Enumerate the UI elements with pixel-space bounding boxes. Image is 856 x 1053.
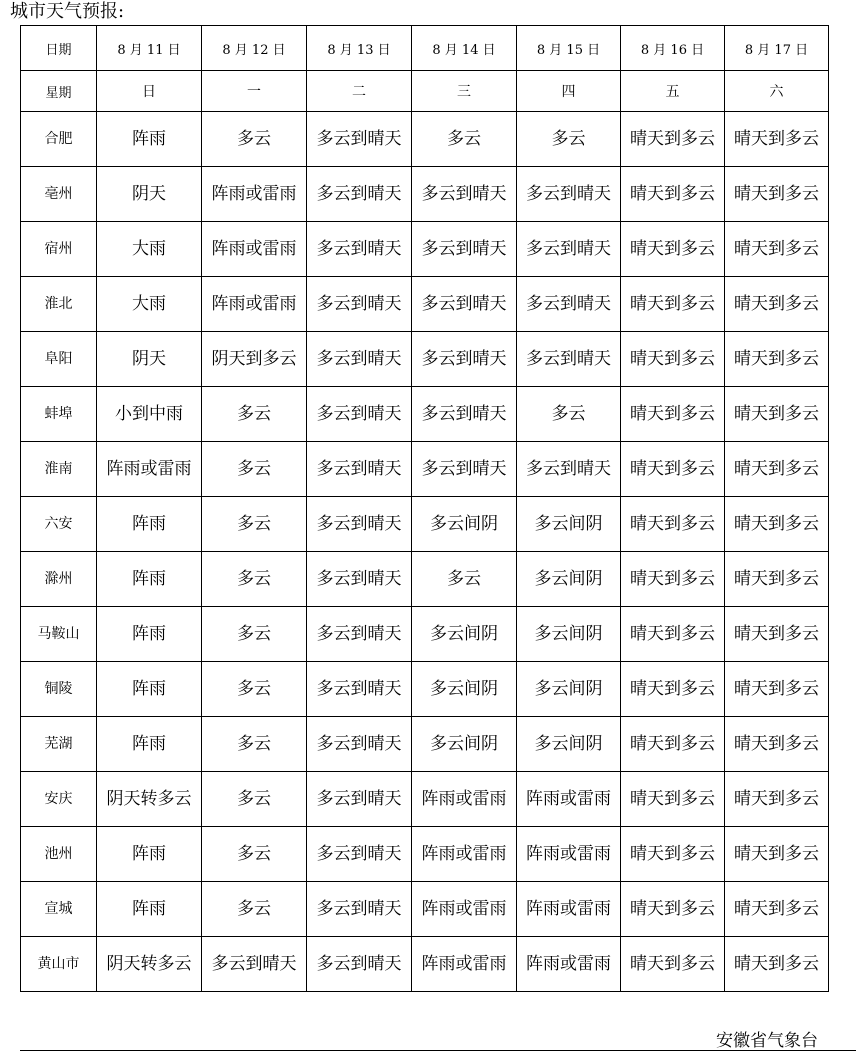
city-row: [21, 772, 829, 827]
date-header-cell: 8 月 14 日: [412, 26, 517, 71]
forecast-cell: 阵雨或雷雨: [202, 222, 307, 277]
weekday-cell: 六: [725, 71, 829, 112]
forecast-cell: 晴天到多云: [725, 607, 829, 662]
forecast-cell: 多云到晴天: [517, 277, 621, 332]
forecast-cell: 多云: [517, 112, 621, 167]
forecast-cell: 晴天到多云: [725, 937, 829, 992]
city-row: [21, 882, 829, 937]
forecast-cell: 晴天到多云: [621, 112, 725, 167]
weekday-cell: 一: [202, 71, 307, 112]
forecast-cell: 多云到晴天: [202, 937, 307, 992]
forecast-cell: 阵雨: [97, 882, 202, 937]
city-row: [21, 827, 829, 882]
forecast-cell: 阵雨: [97, 112, 202, 167]
forecast-cell: 晴天到多云: [725, 497, 829, 552]
forecast-cell: 多云到晴天: [307, 442, 412, 497]
forecast-cell: 多云间阴: [517, 552, 621, 607]
forecast-cell: 阵雨或雷雨: [412, 827, 517, 882]
forecast-cell: 晴天到多云: [725, 772, 829, 827]
forecast-cell: 晴天到多云: [621, 277, 725, 332]
forecast-cell: 晴天到多云: [621, 772, 725, 827]
page-title: 城市天气预报:: [10, 1, 125, 22]
city-row: [21, 222, 829, 277]
forecast-cell: 多云到晴天: [412, 167, 517, 222]
forecast-cell: 多云到晴天: [307, 167, 412, 222]
forecast-cell: 阵雨: [97, 552, 202, 607]
forecast-cell: 阵雨或雷雨: [517, 937, 621, 992]
forecast-cell: 阴天到多云: [202, 332, 307, 387]
city-name-cell: 淮北: [21, 277, 97, 332]
city-name-cell: 滁州: [21, 552, 97, 607]
forecast-cell: 多云间阴: [517, 497, 621, 552]
forecast-cell: 多云: [202, 717, 307, 772]
city-row: [21, 442, 829, 497]
forecast-cell: 阵雨: [97, 717, 202, 772]
forecast-cell: 晴天到多云: [621, 222, 725, 277]
date-header-cell: 8 月 15 日: [517, 26, 621, 71]
city-name-cell: 淮南: [21, 442, 97, 497]
weekday-label: 星期: [21, 71, 97, 112]
forecast-cell: 阵雨或雷雨: [517, 772, 621, 827]
forecast-cell: 多云到晴天: [412, 387, 517, 442]
forecast-cell: 大雨: [97, 277, 202, 332]
forecast-cell: 阴天转多云: [97, 772, 202, 827]
date-header-cell: 8 月 16 日: [621, 26, 725, 71]
forecast-cell: 多云间阴: [517, 717, 621, 772]
forecast-cell: 多云: [202, 387, 307, 442]
forecast-cell: 晴天到多云: [725, 332, 829, 387]
forecast-cell: 阵雨或雷雨: [97, 442, 202, 497]
forecast-cell: 多云: [202, 112, 307, 167]
forecast-cell: 多云到晴天: [307, 552, 412, 607]
city-row: [21, 167, 829, 222]
forecast-cell: 多云到晴天: [412, 277, 517, 332]
city-name-cell: 黄山市: [21, 937, 97, 992]
forecast-cell: 多云到晴天: [412, 332, 517, 387]
city-row: [21, 552, 829, 607]
forecast-cell: 晴天到多云: [725, 717, 829, 772]
forecast-cell: 多云间阴: [412, 607, 517, 662]
city-row: [21, 607, 829, 662]
forecast-cell: 阵雨或雷雨: [517, 827, 621, 882]
weekday-cell: 二: [307, 71, 412, 112]
city-row: [21, 937, 829, 992]
city-name-cell: 合肥: [21, 112, 97, 167]
forecast-cell: 晴天到多云: [621, 497, 725, 552]
forecast-cell: 多云到晴天: [307, 112, 412, 167]
city-name-cell: 安庆: [21, 772, 97, 827]
forecast-cell: 多云到晴天: [307, 222, 412, 277]
forecast-cell: 阵雨: [97, 607, 202, 662]
city-name-cell: 蚌埠: [21, 387, 97, 442]
forecast-cell: 阵雨或雷雨: [517, 882, 621, 937]
forecast-cell: 多云: [412, 112, 517, 167]
forecast-cell: 多云到晴天: [307, 607, 412, 662]
weekday-cell: 日: [97, 71, 202, 112]
forecast-table-body: [21, 26, 829, 992]
forecast-cell: 多云到晴天: [412, 442, 517, 497]
city-name-cell: 阜阳: [21, 332, 97, 387]
forecast-cell: 晴天到多云: [725, 552, 829, 607]
forecast-cell: 阵雨: [97, 662, 202, 717]
forecast-cell: 多云: [202, 882, 307, 937]
forecast-cell: 多云: [412, 552, 517, 607]
forecast-cell: 多云到晴天: [307, 497, 412, 552]
forecast-cell: 多云到晴天: [517, 222, 621, 277]
weekday-cell: 三: [412, 71, 517, 112]
forecast-cell: 晴天到多云: [725, 882, 829, 937]
forecast-cell: 晴天到多云: [621, 827, 725, 882]
forecast-cell: 大雨: [97, 222, 202, 277]
forecast-cell: 晴天到多云: [725, 277, 829, 332]
forecast-cell: 晴天到多云: [621, 607, 725, 662]
forecast-cell: 多云到晴天: [307, 277, 412, 332]
date-label: 日期: [21, 26, 97, 71]
date-header-cell: 8 月 17 日: [725, 26, 829, 71]
city-row: [21, 277, 829, 332]
forecast-cell: 多云到晴天: [517, 332, 621, 387]
weekday-cell: 五: [621, 71, 725, 112]
forecast-cell: 多云间阴: [517, 662, 621, 717]
date-header-row: [21, 26, 829, 71]
forecast-cell: 多云: [202, 552, 307, 607]
forecast-table: [20, 25, 829, 992]
city-row: [21, 662, 829, 717]
forecast-cell: 多云到晴天: [307, 717, 412, 772]
forecast-cell: 多云到晴天: [517, 167, 621, 222]
forecast-cell: 晴天到多云: [621, 387, 725, 442]
city-name-cell: 芜湖: [21, 717, 97, 772]
forecast-cell: 多云: [517, 387, 621, 442]
city-name-cell: 铜陵: [21, 662, 97, 717]
weekday-cell: 四: [517, 71, 621, 112]
forecast-cell: 多云到晴天: [307, 882, 412, 937]
forecast-cell: 多云到晴天: [307, 937, 412, 992]
date-header-cell: 8 月 12 日: [202, 26, 307, 71]
forecast-cell: 多云到晴天: [307, 772, 412, 827]
forecast-cell: 多云: [202, 827, 307, 882]
forecast-cell: 多云: [202, 442, 307, 497]
forecast-cell: 多云间阴: [412, 717, 517, 772]
city-name-cell: 宣城: [21, 882, 97, 937]
forecast-cell: 晴天到多云: [621, 882, 725, 937]
forecast-cell: 阴天: [97, 332, 202, 387]
forecast-cell: 阵雨或雷雨: [412, 772, 517, 827]
forecast-cell: 阵雨或雷雨: [202, 277, 307, 332]
forecast-cell: 阵雨: [97, 497, 202, 552]
city-name-cell: 马鞍山: [21, 607, 97, 662]
forecast-cell: 晴天到多云: [621, 937, 725, 992]
forecast-cell: 阵雨: [97, 827, 202, 882]
weekday-header-row: [21, 71, 829, 112]
forecast-cell: 晴天到多云: [621, 662, 725, 717]
forecast-cell: 阵雨或雷雨: [412, 937, 517, 992]
forecast-cell: 多云到晴天: [307, 387, 412, 442]
forecast-cell: 晴天到多云: [725, 827, 829, 882]
forecast-cell: 晴天到多云: [725, 662, 829, 717]
forecast-cell: 多云: [202, 662, 307, 717]
forecast-cell: 多云: [202, 607, 307, 662]
forecast-cell: 多云到晴天: [307, 827, 412, 882]
forecast-cell: 阵雨或雷雨: [202, 167, 307, 222]
city-row: [21, 717, 829, 772]
forecast-cell: 晴天到多云: [725, 167, 829, 222]
forecast-cell: 多云到晴天: [517, 442, 621, 497]
city-row: [21, 387, 829, 442]
city-name-cell: 宿州: [21, 222, 97, 277]
forecast-cell: 多云: [202, 497, 307, 552]
forecast-cell: 晴天到多云: [621, 442, 725, 497]
forecast-cell: 多云到晴天: [307, 332, 412, 387]
city-name-cell: 池州: [21, 827, 97, 882]
city-row: [21, 112, 829, 167]
forecast-cell: 多云: [202, 772, 307, 827]
forecast-cell: 多云到晴天: [412, 222, 517, 277]
issuer-footer: 安徽省气象台: [716, 1031, 818, 1051]
city-name-cell: 六安: [21, 497, 97, 552]
date-header-cell: 8 月 13 日: [307, 26, 412, 71]
forecast-cell: 晴天到多云: [621, 717, 725, 772]
forecast-cell: 多云到晴天: [307, 662, 412, 717]
forecast-cell: 阴天转多云: [97, 937, 202, 992]
forecast-cell: 小到中雨: [97, 387, 202, 442]
forecast-cell: 多云间阴: [517, 607, 621, 662]
forecast-cell: 晴天到多云: [725, 112, 829, 167]
date-header-cell: 8 月 11 日: [97, 26, 202, 71]
forecast-cell: 晴天到多云: [725, 387, 829, 442]
footer-divider: [20, 1050, 856, 1051]
forecast-cell: 晴天到多云: [621, 167, 725, 222]
city-name-cell: 亳州: [21, 167, 97, 222]
city-row: [21, 332, 829, 387]
forecast-cell: 多云间阴: [412, 497, 517, 552]
forecast-cell: 晴天到多云: [725, 442, 829, 497]
forecast-cell: 晴天到多云: [725, 222, 829, 277]
forecast-cell: 晴天到多云: [621, 332, 725, 387]
forecast-cell: 阴天: [97, 167, 202, 222]
city-row: [21, 497, 829, 552]
forecast-cell: 晴天到多云: [621, 552, 725, 607]
forecast-cell: 阵雨或雷雨: [412, 882, 517, 937]
forecast-cell: 多云间阴: [412, 662, 517, 717]
